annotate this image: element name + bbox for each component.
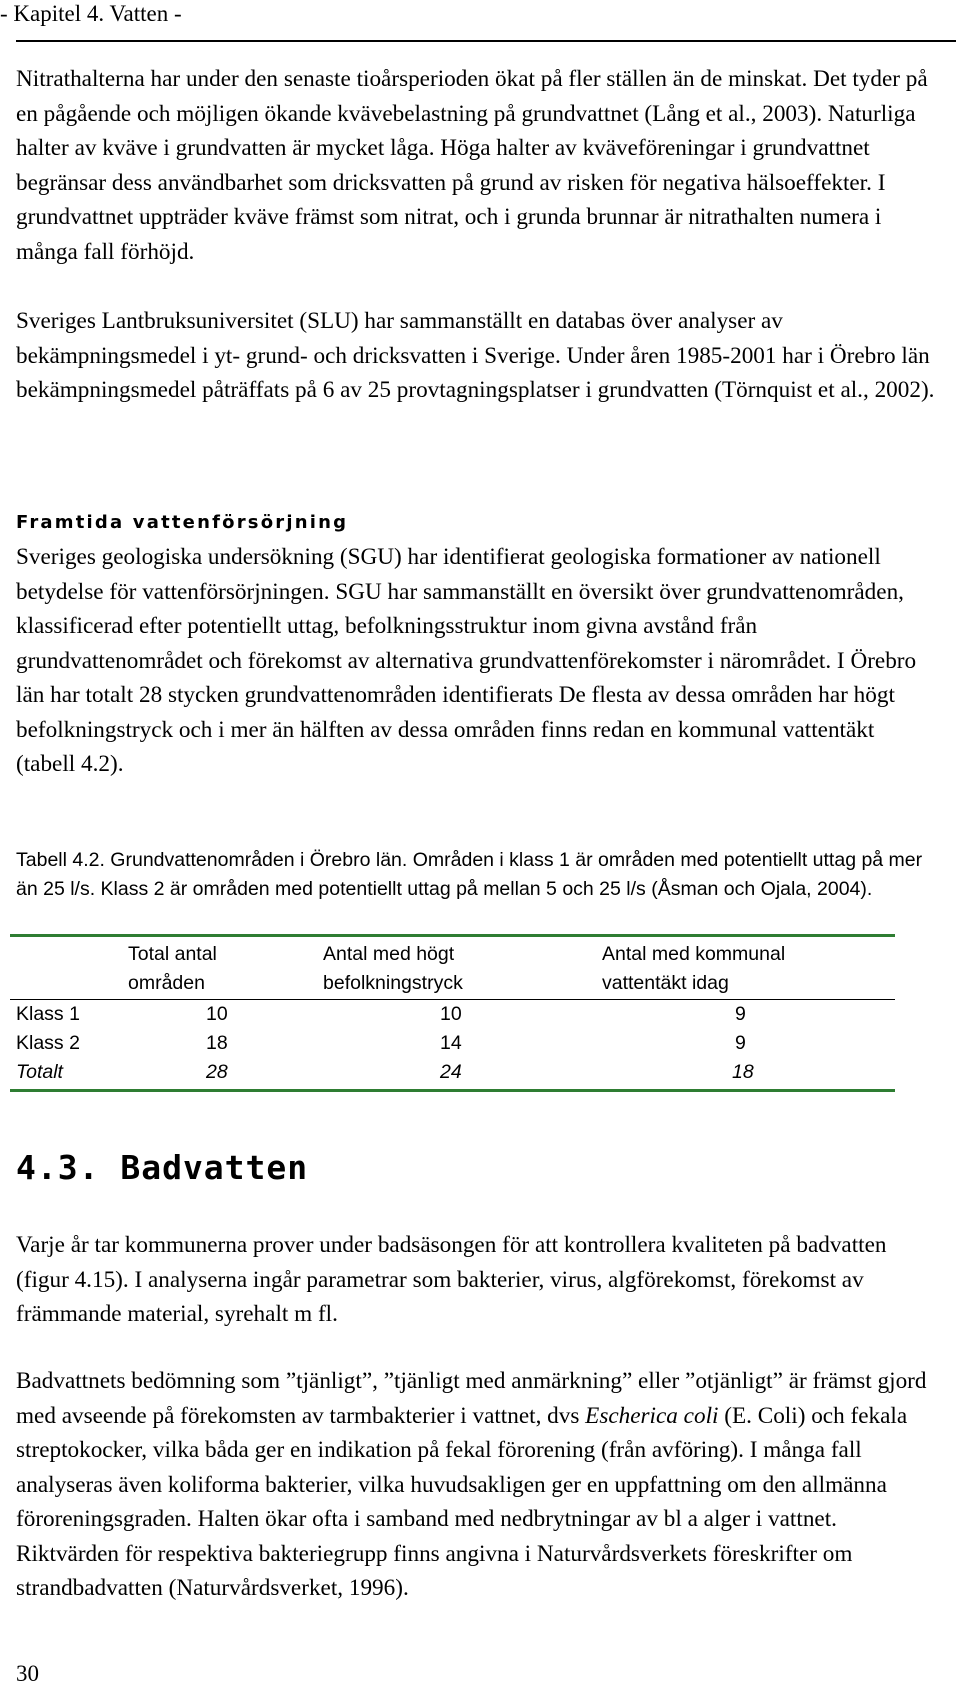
paragraph-bedomning-start: Badvattnets bedömning som ”tjänligt”, ”tjänligt med anmärkning” eller ”otjänligt” är främst gjord med avseende på förekomsten av tarmbakterier i vattnet, dvs (16, 1368, 927, 1429)
header-hogt-line2: befolkningstryck (323, 972, 463, 994)
table-caption: Tabell 4.2. Grundvattenområden i Örebro län. Områden i klass 1 är områden med potentiellt uttag på mer än 25 l/s. Klass 2 är områden med potentiellt uttag på mellan 5 och 25 l/s (Åsman och Ojala, 2004). (16, 849, 923, 900)
species-name: Escherica coli (585, 1402, 719, 1429)
paragraph-sgu: Sveriges geologiska undersökning (SGU) har identifierat geologiska formationer av nationell betydelse för vattenförsörjningen. SGU har sammanställt en översikt över grundvattenområden, klassificerad efter potentiellt uttag, befolkningsstruktur inom givna avstånd från grundvattenområdet och förekomst av alternativa grundvattenförekomster i närområdet. I Örebro län har totalt 28 stycken grundvattenområden identifierats De flesta av dessa områden har högt befolkningstryck och i mer än hälften av dessa områden finns redan en kommunal vattentäkt (tabell 4.2). (16, 544, 917, 777)
paragraph-bedomning-end: (E. Coli) och fekala streptokocker, vilka båda ger en indikation på fekal förorening (från avföring). I många fall analyseras även koliforma bakterier, vilka huvudsakligen ger en uppfattning om den allmänna föroreningsgraden. Halten ökar ofta i samband med nedbrytningar av bl a alger i vattnet. Riktvärden för respektiva bakteriegrupp finns angivna i Naturvårdsverkets föreskrifter om strandbadvatten (Naturvårdsverket, 1996). (16, 1402, 908, 1601)
paragraph-badsasong: Varje år tar kommunerna prover under badsäsongen för att kontrollera kvaliteten på badvatten (figur 4.15). I analyserna ingår parametrar som bakterier, virus, algförekomst, förekomst av främmande material, syrehalt m fl. (16, 1232, 887, 1327)
section-heading-badvatten: 4.3. Badvatten (16, 1148, 309, 1187)
row-label: Klass 2 (16, 1032, 80, 1054)
row-total: 10 (206, 1003, 228, 1025)
row-total: 28 (206, 1061, 228, 1083)
table-bottom-rule (10, 1089, 895, 1092)
row-hogt: 14 (440, 1032, 462, 1054)
header-total-line2: områden (128, 972, 205, 994)
row-hogt: 24 (440, 1061, 462, 1083)
running-header: - Kapitel 4. Vatten - (0, 1, 182, 26)
row-label: Totalt (16, 1061, 63, 1083)
row-total: 18 (206, 1032, 228, 1054)
row-hogt: 10 (440, 1003, 462, 1025)
paragraph-bedomning (16, 1364, 936, 1606)
row-kommunal: 9 (735, 1003, 746, 1025)
subheading-framtida: Framtida vattenförsörjning (16, 512, 349, 533)
row-label: Klass 1 (16, 1003, 80, 1025)
header-rule (16, 40, 956, 42)
page-number: 30 (16, 1661, 39, 1686)
header-kommunal-line2: vattentäkt idag (602, 972, 729, 994)
paragraph-slu: Sveriges Lantbruksuniversitet (SLU) har sammanställt en databas över analyser av bekämpningsmedel i yt- grund- och dricksvatten i Sverige. Under åren 1985-2001 har i Örebro län bekämpningsmedel påträffats på 6 av 25 provtagningsplatser i grundvatten (Törnquist et al., 2002). (16, 308, 935, 403)
header-total-line1: Total antal (128, 943, 217, 965)
row-kommunal: 18 (732, 1061, 754, 1083)
header-hogt-line1: Antal med högt (323, 943, 455, 965)
paragraph-nitrate: Nitrathalterna har under den senaste tioårsperioden ökat på fler ställen än de minskat. Det tyder på en pågående och möjligen ökande kvävebelastning på grundvattnet (Lång et al., 2003). Naturliga halter av kväve i grundvatten är mycket låga. Höga halter av kväveföreningar i grundvattnet begränsar dess användbarhet som dricksvatten på grund av risken för negativa hälsoeffekter. I grundvattnet uppträder kväve främst som nitrat, och i grunda brunnar är nitrathalten numera i många fall förhöjd. (16, 66, 928, 265)
row-kommunal: 9 (735, 1032, 746, 1054)
table-top-rule (10, 934, 895, 937)
header-kommunal-line1: Antal med kommunal (602, 943, 786, 965)
